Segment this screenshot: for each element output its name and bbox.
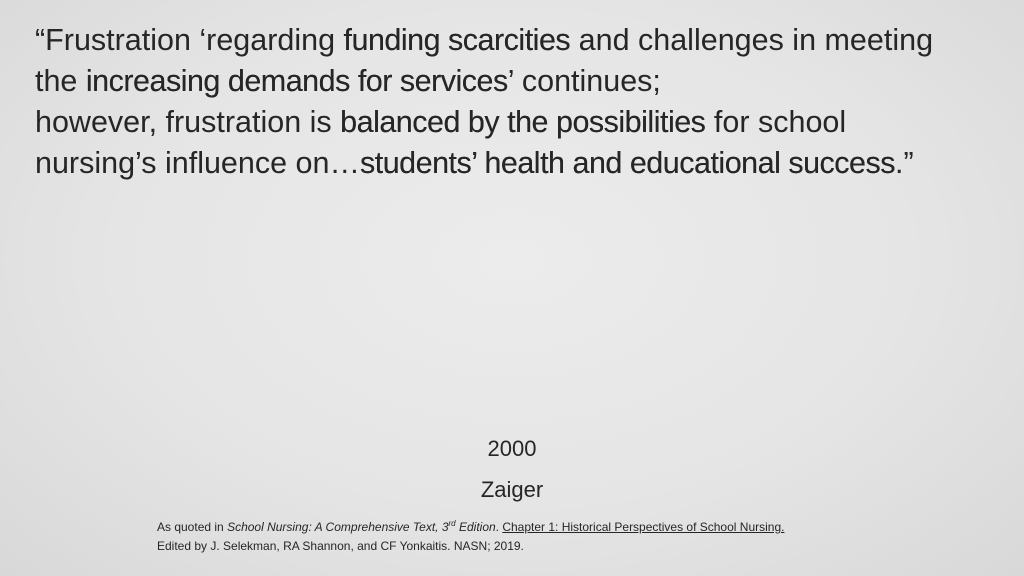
quote-part: “Frustration ‘regarding xyxy=(35,23,344,57)
citation-chapter: Chapter 1: Historical Perspectives of School Nursing. xyxy=(502,520,785,534)
citation-prefix: As quoted in xyxy=(157,520,228,534)
citation: As quoted in School Nursing: A Comprehensive Text, 3rd Edition. Chapter 1: Historical Perspectives of School Nursing. Edited by J. Selekman, RA Shannon, and CF Yonkaitis. NASN; 2019. xyxy=(157,519,785,553)
quote-highlight: increasing demands for services xyxy=(85,64,508,98)
quote-author: Zaiger xyxy=(480,477,544,502)
quote-highlight: students’ health and educational success xyxy=(359,146,896,180)
quote-part: however, frustration is xyxy=(35,105,341,139)
quote-text xyxy=(35,20,935,184)
citation-editors: Edited by J. Selekman, RA Shannon, and CF Yonkaitis. NASN; 2019. xyxy=(157,539,524,553)
quote-part: and challenges in meeting the xyxy=(35,23,934,98)
citation-book-title: School Nursing: A Comprehensive Text, 3rd Edition xyxy=(227,519,496,534)
quote-part: .” xyxy=(895,146,914,180)
quote-year: 2000 xyxy=(487,436,537,461)
quote-highlight: balanced by the possibilities xyxy=(340,105,706,139)
quote-part: ’ continues; xyxy=(507,64,661,98)
quote-highlight: funding scarcities xyxy=(343,23,571,57)
quote-part: for school nursing’s influence on… xyxy=(35,105,847,180)
